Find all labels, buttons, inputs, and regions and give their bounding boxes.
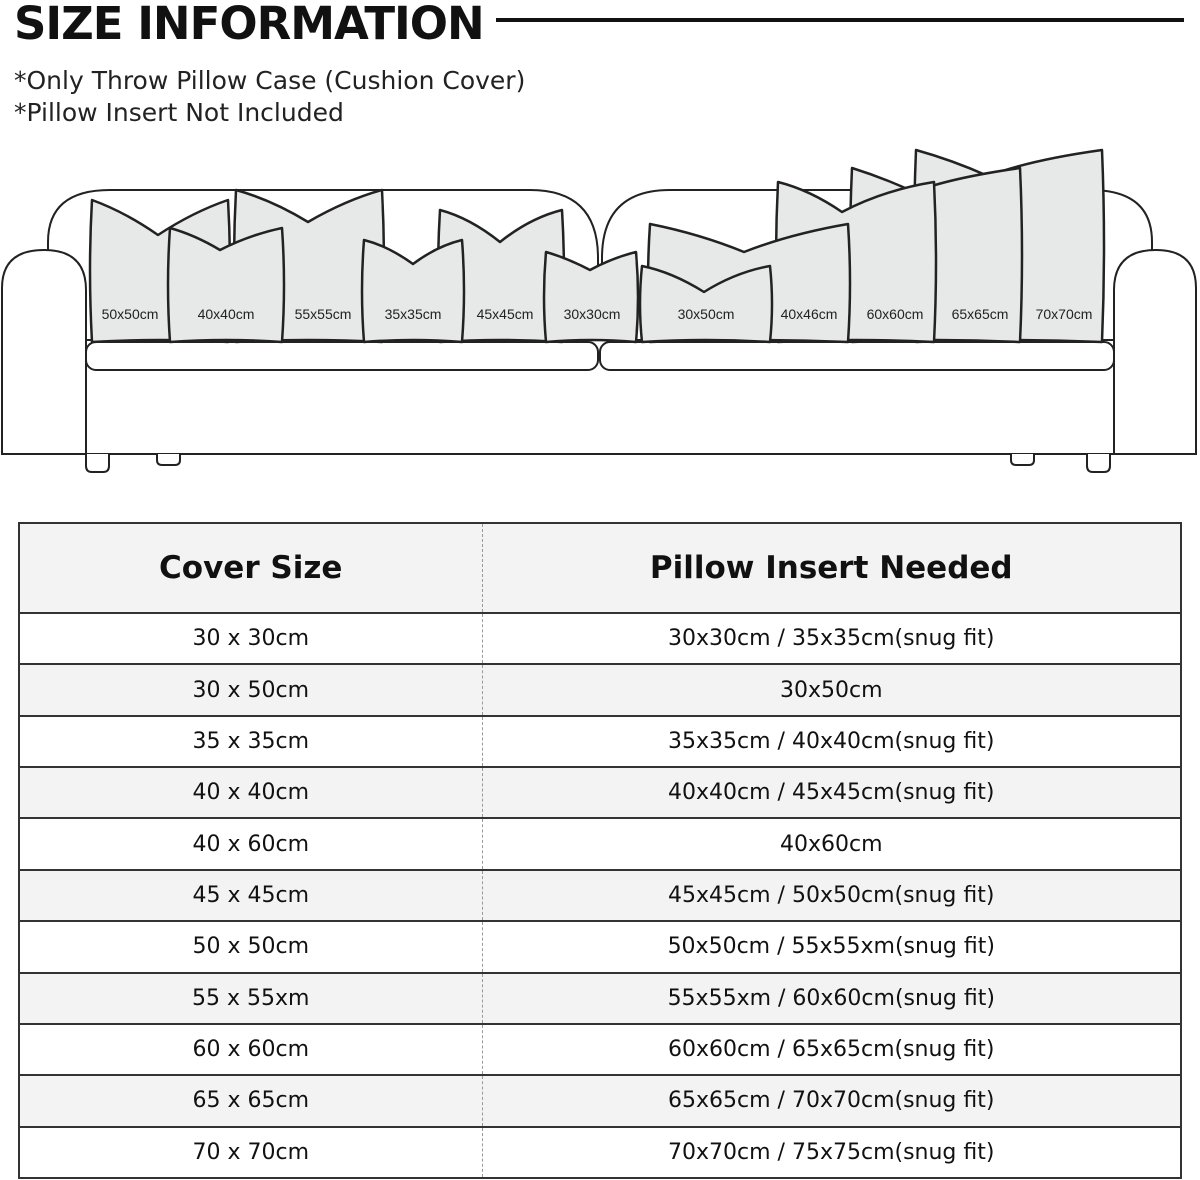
table-row [19,1024,1181,1075]
table-row [19,870,1181,921]
table-row [19,664,1181,715]
sofa-illustration [0,140,1200,480]
pillow-label-40x40: 40x40cm [197,306,255,322]
table-row [19,973,1181,1024]
cover-size-cell: 40 x 60cm [19,818,482,869]
title-divider [496,18,1184,22]
table-row [19,1075,1181,1126]
table-row [19,921,1181,972]
cover-size-cell: 60 x 60cm [19,1024,482,1075]
insert-needed-cell: 70x70cm / 75x75cm(snug fit) [668,1139,995,1165]
cover-size-cell: 70 x 70cm [19,1127,482,1178]
sofa-leg [157,454,180,465]
column-header-cover-size: Cover Size [19,523,482,613]
insert-needed-cell: 35x35cm / 40x40cm(snug fit) [482,716,1181,767]
cover-size-cell: 35 x 35cm [19,716,482,767]
insert-needed-cell: 30x30cm / 35x35cm(snug fit) [482,613,1181,664]
insert-needed-cell: 30x50cm [482,664,1181,715]
insert-needed-cell: 50x50cm / 55x55xm(snug fit) [482,921,1181,972]
table-header-row [19,523,1181,613]
pillow-label-45x45: 45x45cm [476,306,534,322]
insert-needed-cell: 40x40cm / 45x45cm(snug fit) [482,767,1181,818]
pillow-label-50x50: 50x50cm [101,306,159,322]
pillow-label-35x35: 35x35cm [384,306,442,322]
table-row [19,613,1181,664]
pillow-label-55x55: 55x55cm [294,306,352,322]
page-title: SIZE INFORMATION [14,0,484,50]
table-row [19,1127,1181,1178]
sofa-arm-right [1114,250,1196,454]
pillow-label-65x65: 65x65cm [951,306,1009,322]
pillow-label-70x70: 70x70cm [1035,306,1093,322]
pillow-label-40x46: 40x46cm [780,306,838,322]
sofa-leg [86,454,109,472]
seat-cushion-right [600,342,1114,370]
seat-cushion-left [86,342,598,370]
cover-size-cell: 30 x 50cm [19,664,482,715]
sofa-leg [1011,454,1034,465]
note-insert-not-included: *Pillow Insert Not Included [14,98,344,127]
pillow-label-30x30: 30x30cm [563,306,621,322]
note-cover-only: *Only Throw Pillow Case (Cushion Cover) [14,66,526,95]
cover-size-cell: 30 x 30cm [19,613,482,664]
cover-size-cell: 55 x 55xm [19,973,482,1024]
insert-needed-cell: 40x60cm [482,818,1181,869]
pillow-label-60x60: 60x60cm [866,306,924,322]
cover-size-cell: 50 x 50cm [19,921,482,972]
cover-size-cell: 65 x 65cm [19,1075,482,1126]
cover-size-cell: 45 x 45cm [19,870,482,921]
insert-needed-cell: 55x55xm / 60x60cm(snug fit) [482,973,1181,1024]
cover-size-cell: 40 x 40cm [19,767,482,818]
insert-needed-cell: 45x45cm / 50x50cm(snug fit) [482,870,1181,921]
table-row [19,767,1181,818]
sofa-arm-left [2,250,86,454]
sofa-leg [1087,454,1110,472]
pillow-label-30x50: 30x50cm [677,306,735,322]
column-header-insert-needed: Pillow Insert Needed [482,523,1181,613]
size-table [18,522,1182,1179]
table-row [19,716,1181,767]
insert-needed-cell: 60x60cm / 65x65cm(snug fit) [482,1024,1181,1075]
insert-needed-cell: 65x65cm / 70x70cm(snug fit) [482,1075,1181,1126]
table-row [19,818,1181,869]
